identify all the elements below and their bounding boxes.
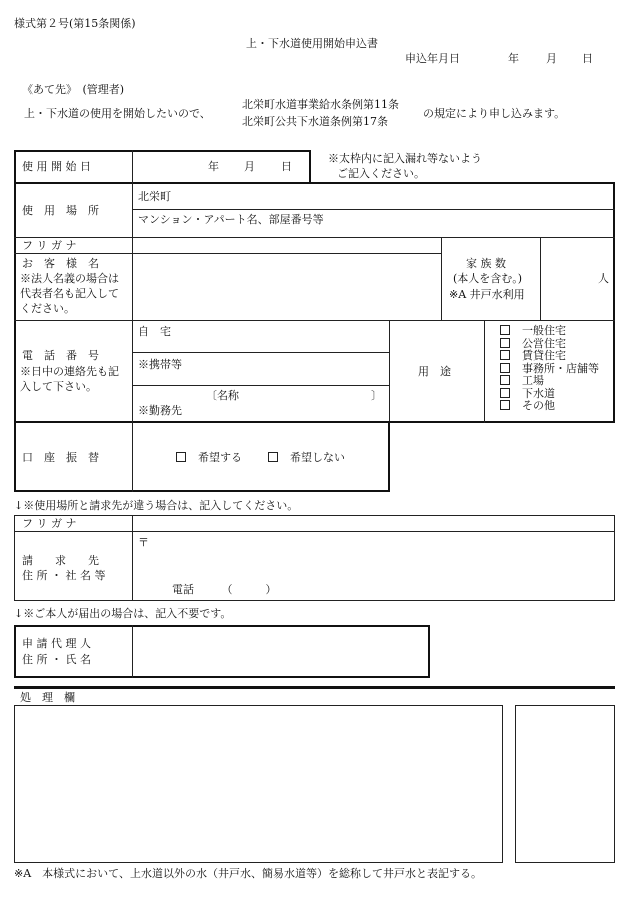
thick-frame-note-1: ※太枠内に記入漏れ等ないよう: [328, 152, 482, 165]
usage-option[interactable]: 公営住宅: [500, 338, 599, 351]
agent-label-2: 住 所 ・ 氏 名: [22, 653, 91, 666]
start-month[interactable]: 月: [244, 160, 255, 173]
application-month: 月: [546, 52, 557, 65]
location-prefix[interactable]: 北栄町: [138, 190, 171, 203]
checkbox-icon[interactable]: [176, 452, 186, 462]
agent-block[interactable]: [14, 625, 430, 678]
phone-note-2: 入して下さい。: [20, 380, 97, 393]
billing-address-label-2: 住 所 ・ 社 名 等: [22, 569, 106, 582]
agent-note: ↓※ご本人が届出の場合は、記入不要です。: [14, 607, 232, 620]
checkbox-icon[interactable]: [500, 350, 510, 360]
usage-options: [500, 325, 599, 413]
account-transfer-no[interactable]: 希望しない: [268, 452, 345, 463]
section-divider: [14, 686, 615, 689]
outro-text: の規定により申し込みます。: [423, 107, 566, 120]
phone-work-name[interactable]: 〔名称 〕: [206, 389, 382, 402]
start-date-label: 使 用 開 始 日: [22, 160, 91, 173]
rule-water: 北栄町水道事業給水条例第11条: [242, 98, 399, 111]
billing-address-label-1: 請 求 先: [22, 554, 99, 567]
application-year: 年: [508, 52, 519, 65]
application-date-label: 申込年月日: [405, 52, 460, 65]
application-day: 日: [582, 52, 593, 65]
furigana-label: フ リ ガ ナ: [22, 239, 77, 252]
rule-sewer: 北栄町公共下水道条例第17条: [242, 115, 388, 128]
form-number: 様式第２号(第15条関係): [14, 17, 136, 30]
usage-option[interactable]: 一般住宅: [500, 325, 599, 338]
agent-label-1: 申 請 代 理 人: [22, 637, 91, 650]
checkbox-icon[interactable]: [500, 363, 510, 373]
usage-option[interactable]: その他: [500, 400, 599, 413]
postal-mark[interactable]: 〒: [138, 536, 149, 549]
checkbox-icon[interactable]: [500, 400, 510, 410]
phone-work-field[interactable]: ※勤務先: [138, 404, 182, 417]
usage-option[interactable]: 賃貸住宅: [500, 350, 599, 363]
checkbox-icon[interactable]: [500, 338, 510, 348]
phone-label: 電 話 番 号: [22, 349, 99, 362]
addressee: 《あて先》 (管理者): [22, 83, 125, 96]
usage-option[interactable]: 下水道: [500, 388, 599, 401]
checkbox-icon[interactable]: [500, 325, 510, 335]
billing-phone-field[interactable]: 電話 （ ）: [172, 583, 277, 596]
billing-note: ↓※使用場所と請求先が違う場合は、記入してください。: [14, 499, 299, 512]
start-year[interactable]: 年: [208, 160, 219, 173]
family-count-note: (本人を含む。): [453, 272, 523, 285]
billing-furigana-label: フ リ ガ ナ: [22, 517, 77, 530]
account-transfer-label: 口 座 振 替: [22, 451, 99, 464]
footer-note: ※A 本様式において、上水道以外の水（井戸水、簡易水道等）を総称して井戸水と表記する。: [14, 867, 482, 880]
location-label: 使 用 場 所: [22, 204, 99, 217]
location-building-field[interactable]: マンション・アパート名、部屋番号等: [138, 213, 324, 226]
customer-note-1: ※法人名義の場合は: [20, 272, 119, 285]
checkbox-icon[interactable]: [500, 388, 510, 398]
account-transfer-yes[interactable]: 希望する: [176, 452, 242, 463]
start-day[interactable]: 日: [281, 160, 292, 173]
family-count-unit: 人: [598, 272, 609, 285]
family-count-label: 家 族 数: [466, 257, 506, 270]
checkbox-icon[interactable]: [268, 452, 278, 462]
phone-note-1: ※日中の連絡先も記: [20, 365, 119, 378]
usage-option[interactable]: 事務所・店舗等: [500, 363, 599, 376]
processing-stamp-box: [515, 705, 615, 863]
processing-area: [14, 705, 503, 863]
form-title: 上・下水道使用開始申込書: [246, 37, 378, 50]
processing-label: 処 理 欄: [20, 691, 75, 704]
phone-mobile-field[interactable]: ※携帯等: [138, 358, 182, 371]
customer-note-3: ください。: [20, 302, 75, 315]
customer-name-label: お 客 様 名: [22, 257, 99, 270]
intro-text: 上・下水道の使用を開始したいので、: [24, 107, 211, 120]
usage-option[interactable]: 工場: [500, 375, 599, 388]
thick-frame-note-2: ご記入ください。: [337, 167, 425, 180]
billing-block: [14, 515, 615, 601]
usage-label: 用 途: [418, 365, 451, 378]
checkbox-icon[interactable]: [500, 375, 510, 385]
customer-note-2: 代表者名も記入して: [20, 287, 119, 300]
phone-home-field[interactable]: 自 宅: [138, 325, 171, 338]
well-water-note: ※A 井戸水利用: [449, 288, 525, 301]
